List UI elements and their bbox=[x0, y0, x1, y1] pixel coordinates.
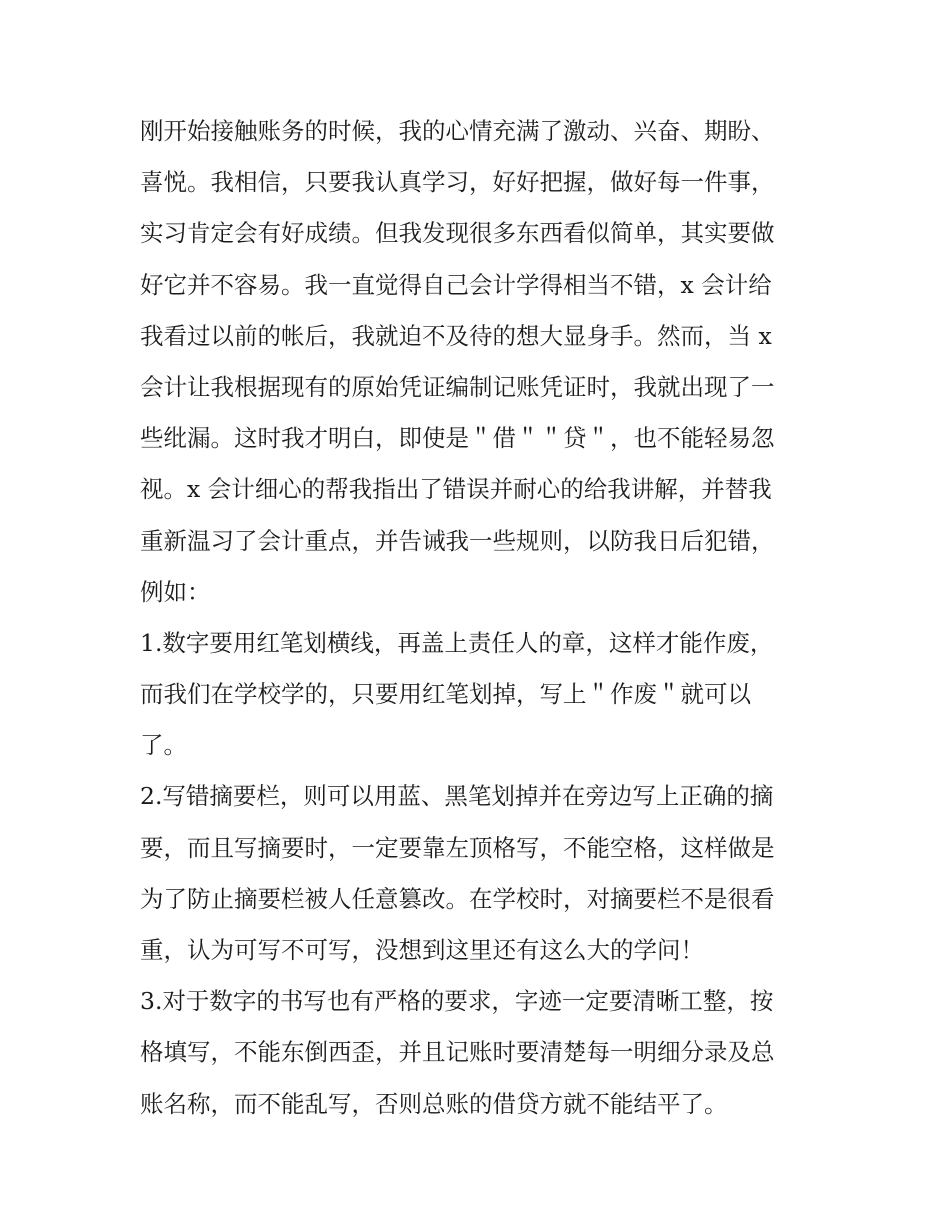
text-line: 了。 bbox=[140, 731, 187, 760]
text-line: 好它并不容易。我一直觉得自己会计学得相当不错，x 会计给 bbox=[140, 270, 772, 299]
text-line: 刚开始接触账务的时候，我的心情充满了激动、兴奋、期盼、 bbox=[140, 117, 775, 145]
text-line: 为了防止摘要栏被人任意篡改。在学校时，对摘要栏不是很看 bbox=[140, 884, 775, 913]
text-line: 喜悦。我相信，只要我认真学习，好好把握，做好每一件事， bbox=[140, 168, 775, 197]
text-line: 账名称，而不能乱写，否则总账的借贷方就不能结平了。 bbox=[140, 1089, 728, 1118]
document-body bbox=[140, 106, 820, 1130]
text-line: 而我们在学校学的，只要用红笔划掉，写上＂作废＂就可以 bbox=[140, 680, 751, 709]
text-line: 视。x 会计细心的帮我指出了错误并耐心的给我讲解，并替我 bbox=[140, 475, 772, 504]
text-line: 重，认为可写不可写，没想到这里还有这么大的学问！ bbox=[140, 936, 704, 964]
text-line: 实习肯定会有好成绩。但我发现很多东西看似简单，其实要做 bbox=[140, 219, 775, 248]
list-item-1: 1.数字要用红笔划横线，再盖上责任人的章，这样才能作废， bbox=[140, 628, 774, 657]
list-item-2: 2.写错摘要栏，则可以用蓝、黑笔划掉并在旁边写上正确的摘 bbox=[140, 782, 774, 811]
list-item-3: 3.对于数字的书写也有严格的要求，字迹一定要清晰工整，按 bbox=[140, 987, 774, 1016]
text-line: 例如： bbox=[140, 577, 211, 606]
text-line: 些纰漏。这时我才明白，即使是＂借＂＂贷＂，也不能轻易忽 bbox=[140, 424, 775, 453]
text-line: 格填写，不能东倒西歪，并且记账时要清楚每一明细分录及总 bbox=[140, 1038, 775, 1067]
text-line: 会计让我根据现有的原始凭证编制记账凭证时，我就出现了一 bbox=[140, 372, 775, 401]
text-line: 要，而且写摘要时，一定要靠左顶格写，不能空格，这样做是 bbox=[140, 833, 775, 862]
text-line: 重新温习了会计重点，并告诫我一些规则，以防我日后犯错， bbox=[140, 526, 775, 555]
text-line: 我看过以前的帐后，我就迫不及待的想大显身手。然而，当 x bbox=[140, 321, 772, 350]
